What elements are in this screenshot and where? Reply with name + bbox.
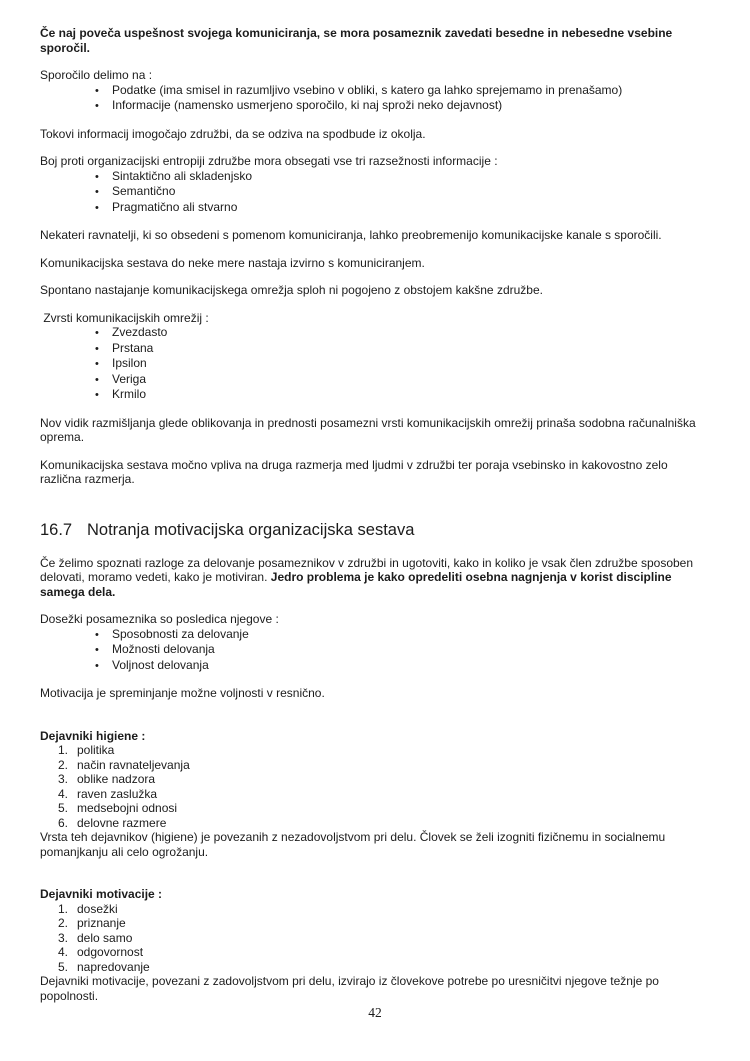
list-item bbox=[40, 801, 710, 816]
list-item-text: Veriga bbox=[112, 371, 147, 386]
bullet-list bbox=[40, 627, 710, 674]
number-marker: 5. bbox=[58, 801, 69, 815]
list-item-text: Sintaktično ali skladenjsko bbox=[112, 168, 253, 183]
number-marker: 4. bbox=[58, 786, 69, 801]
text-run: Dejavniki motivacije, povezani z zadovoljstvom pri delu, izvirajo iz človekove potrebe po uresničitvi njegove težnje po popolnosti. bbox=[40, 974, 663, 1003]
list-item bbox=[40, 341, 710, 357]
bullet-marker: • bbox=[95, 327, 99, 339]
list-item bbox=[40, 658, 710, 674]
list-item-text: odgovornost bbox=[77, 945, 144, 959]
list-item-text: napredovanje bbox=[77, 959, 150, 974]
list-item bbox=[40, 902, 710, 917]
bullet-marker: • bbox=[95, 373, 99, 386]
list-item-text: Podatke (ima smisel in razumljivo vsebino v obliki, s katero ga lahko sprejemamo in prenašamo) bbox=[112, 82, 623, 97]
bullet-list bbox=[40, 83, 710, 114]
text-run: Komunikacijska sestava do neke mere nastaja izvirno s komuniciranjem. bbox=[40, 255, 425, 270]
paragraph bbox=[40, 228, 710, 243]
text-run: Zvrsti komunikacijskih omrežij : bbox=[40, 310, 209, 325]
list-item-text: Voljnost delovanja bbox=[112, 657, 209, 672]
list-item bbox=[40, 916, 710, 931]
paragraph bbox=[40, 612, 710, 627]
paragraph bbox=[40, 256, 710, 271]
number-marker: 1. bbox=[58, 901, 69, 916]
bullet-marker: • bbox=[95, 644, 99, 656]
list-item-text: medsebojni odnosi bbox=[77, 801, 178, 815]
paragraph bbox=[40, 887, 710, 902]
bold-text-run: Če naj poveča uspešnost svojega komuniciranja, se mora posameznik zavedati besedne in nebesedne vsebine sporočil. bbox=[40, 26, 676, 55]
text-run: Sporočilo delimo na : bbox=[40, 68, 153, 82]
number-marker: 2. bbox=[58, 916, 69, 930]
text-run: Če želimo spoznati razloge za delovanje posameznikov v združbi in ugotoviti, kako in koliko je vsak člen združbe sposoben delovati, moramo vedeti, kako je motiviran. bbox=[40, 555, 697, 584]
list-item bbox=[40, 758, 710, 773]
list-item bbox=[40, 184, 710, 200]
text-run: Tokovi informacij imogočajo združbi, da se odziva na spodbude iz okolja. bbox=[40, 126, 426, 141]
list-item bbox=[40, 816, 710, 831]
list-item bbox=[40, 743, 710, 758]
list-item-text: oblike nadzora bbox=[77, 772, 156, 786]
list-item-text: Semantično bbox=[112, 184, 176, 198]
paragraph bbox=[40, 127, 710, 142]
list-item bbox=[40, 945, 710, 960]
bullet-marker: • bbox=[95, 358, 99, 370]
number-marker: 6. bbox=[58, 815, 69, 830]
bullet-marker: • bbox=[95, 186, 99, 198]
bullet-marker: • bbox=[95, 659, 99, 672]
paragraph bbox=[40, 68, 710, 83]
list-item-text: Zvezdasto bbox=[112, 325, 168, 339]
bold-text-run: Dejavniki higiene : bbox=[40, 728, 146, 743]
paragraph bbox=[40, 686, 710, 701]
bullet-marker: • bbox=[95, 100, 99, 112]
paragraph bbox=[40, 311, 710, 326]
number-marker: 3. bbox=[58, 930, 69, 945]
text-run: Nekateri ravnatelji, ki so obsedeni s pomenom komuniciranja, lahko preobremenijo komunikacijske kanale s sporočili. bbox=[40, 228, 662, 242]
list-item bbox=[40, 387, 710, 403]
list-item-text: politika bbox=[77, 743, 115, 757]
numbered-list bbox=[40, 743, 710, 830]
list-item-text: priznanje bbox=[77, 916, 126, 930]
list-item bbox=[40, 772, 710, 787]
list-item-text: Prstana bbox=[112, 340, 154, 355]
list-item-text: Možnosti delovanja bbox=[112, 642, 215, 656]
list-item bbox=[40, 787, 710, 802]
list-item bbox=[40, 642, 710, 658]
text-run: Nov vidik razmišljanja glede oblikovanja in prednosti posamezni vrsti komunikacijskih omrežij prinaša sodobna računalniška oprema. bbox=[40, 415, 699, 444]
list-item bbox=[40, 960, 710, 975]
text-run: Vrsta teh dejavnikov (higiene) je povezanih z nezadovoljstvom pri delu. Človek se želi izogniti fizičnemu in socialnemu pomanjkanju ali celo ogrožanju. bbox=[40, 830, 669, 859]
list-item-text: način ravnateljevanja bbox=[77, 757, 190, 772]
list-item-text: Sposobnosti za delovanje bbox=[112, 626, 249, 641]
paragraph bbox=[40, 556, 710, 600]
number-marker: 4. bbox=[58, 945, 69, 959]
list-item bbox=[40, 931, 710, 946]
bullet-marker: • bbox=[95, 628, 99, 641]
paragraph bbox=[40, 283, 710, 298]
paragraph bbox=[40, 974, 710, 1003]
list-item-text: Krmilo bbox=[112, 387, 147, 401]
list-item bbox=[40, 325, 710, 341]
list-item bbox=[40, 83, 710, 99]
number-marker: 1. bbox=[58, 743, 69, 757]
document-blocks bbox=[40, 26, 710, 1003]
text-run: Spontano nastajanje komunikacijskega omrežja sploh ni pogojeno z obstojem kakšne združbe. bbox=[40, 283, 543, 297]
text-run: Motivacija je spreminjanje možne voljnosti v resnično. bbox=[40, 686, 325, 700]
bullet-marker: • bbox=[95, 84, 99, 97]
number-marker: 3. bbox=[58, 772, 69, 786]
text-run: Boj proti organizacijski entropiji združbe mora obsegati vse tri razsežnosti informacije : bbox=[40, 154, 498, 168]
list-item-text: Informacije (namensko usmerjeno sporočilo, ki naj sproži neko dejavnost) bbox=[112, 98, 503, 112]
bold-text-run: Jedro problema je kako opredeliti osebna nagnjenja v korist discipline samega dela. bbox=[40, 570, 675, 599]
bullet-list bbox=[40, 169, 710, 216]
list-item bbox=[40, 98, 710, 114]
bullet-marker: • bbox=[95, 342, 99, 355]
bullet-marker: • bbox=[95, 170, 99, 183]
list-item-text: Pragmatično ali stvarno bbox=[112, 199, 238, 214]
section-heading bbox=[40, 521, 710, 540]
paragraph bbox=[40, 154, 710, 169]
list-item-text: Ipsilon bbox=[112, 356, 147, 370]
numbered-list bbox=[40, 902, 710, 975]
section-number: 16.7 bbox=[40, 520, 73, 539]
list-item bbox=[40, 356, 710, 372]
page-number: 42 bbox=[368, 1005, 382, 1020]
paragraph bbox=[40, 729, 710, 744]
number-marker: 2. bbox=[58, 757, 69, 772]
bullet-list bbox=[40, 325, 710, 403]
text-run: Dosežki posameznika so posledica njegove : bbox=[40, 612, 279, 626]
bullet-marker: • bbox=[95, 389, 99, 401]
section-title: Notranja motivacijska organizacijska sestava bbox=[87, 520, 415, 539]
bullet-marker: • bbox=[95, 201, 99, 214]
paragraph bbox=[40, 416, 710, 445]
list-item-text: delo samo bbox=[77, 930, 133, 945]
list-item bbox=[40, 169, 710, 185]
list-item-text: raven zaslužka bbox=[77, 786, 158, 801]
paragraph bbox=[40, 458, 710, 487]
list-item bbox=[40, 627, 710, 643]
list-item bbox=[40, 372, 710, 388]
list-item-text: dosežki bbox=[77, 901, 118, 916]
list-item bbox=[40, 200, 710, 216]
paragraph bbox=[40, 830, 710, 859]
paragraph bbox=[40, 26, 710, 55]
bold-text-run: Dejavniki motivacije : bbox=[40, 887, 163, 901]
text-run: Komunikacijska sestava močno vpliva na druga razmerja med ljudmi v združbi ter poraja vsebinsko in kakovostno zelo različna razmerja. bbox=[40, 457, 671, 486]
number-marker: 5. bbox=[58, 959, 69, 974]
list-item-text: delovne razmere bbox=[77, 815, 167, 830]
